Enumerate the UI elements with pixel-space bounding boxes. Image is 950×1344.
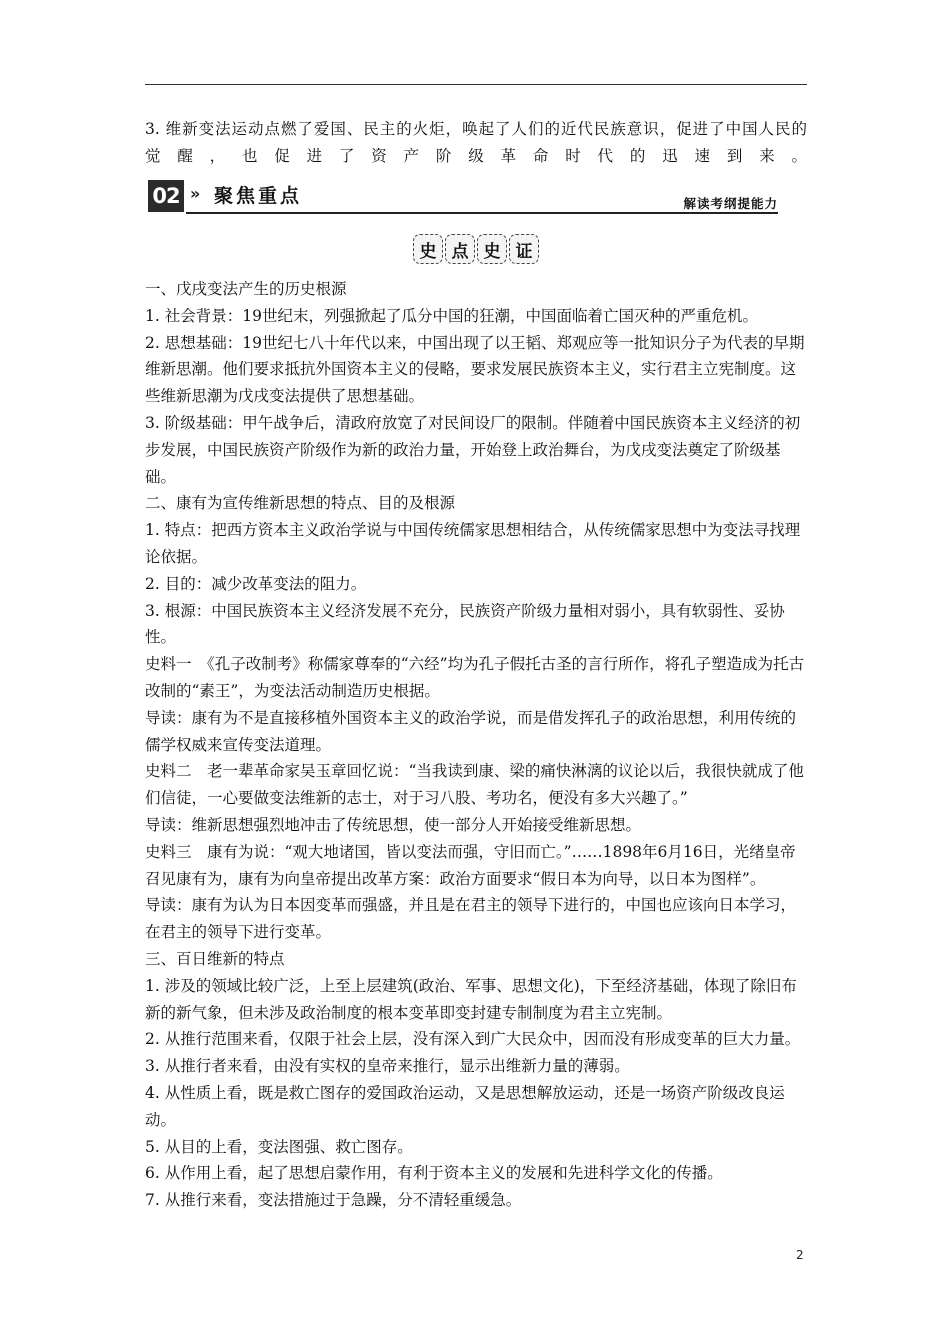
- page-number: 2: [796, 1248, 804, 1262]
- double-chevron-icon: »: [190, 184, 201, 203]
- paragraph: 1. 特点：把西方资本主义政治学说与中国传统儒家思想相结合，从传统儒家思想中为变法寻找理论依据。: [145, 521, 801, 566]
- source-material-2: 史料二 老一辈革命家吴玉章回忆说：“当我读到康、梁的痛快淋漓的议论以后，我很快就成了他们信徒，一心要做变法维新的志士，对于习八股、考功名，便没有多大兴趣了。”: [145, 762, 804, 808]
- paragraph: 2. 目的：减少改革变法的阻力。: [145, 574, 367, 593]
- section-title: 聚焦重点: [214, 185, 303, 207]
- paragraph: 2. 思想基础：19世纪七八十年代以来，中国出现了以王韬、郑观应等一批知识分子为代表的早期维新思潮。他们要求抵抗外国资本主义的侵略，要求发展民族资本主义，实行君主立宪制度。这些维新思潮为戊戌变法提供了思想基础。: [145, 333, 805, 406]
- paragraph: 1. 社会背景：19世纪末，列强掀起了瓜分中国的狂潮，中国面临着亡国灭种的严重危机。: [145, 306, 758, 325]
- body-text: [145, 276, 807, 1214]
- paragraph: 3. 根源：中国民族资本主义经济发展不充分，民族资产阶级力量相对弱小，具有软弱性、妥协性。: [145, 601, 785, 647]
- paragraph: 4. 从性质上看，既是救亡图存的爱国政治运动，又是思想解放运动，还是一场资产阶级改良运动。: [145, 1083, 785, 1129]
- source-material-3: 史料三 康有为说：“观大地诸国，皆以变法而强，守旧而亡。”……1898年6月16日，光绪皇帝召见康有为，康有为向皇帝提出改革方案：政治方面要求“假日本为向导，以日本为图样”。: [145, 842, 796, 888]
- source-material-1: 史料一 《孔子改制考》称儒家尊奉的“六经”均为孔子假托古圣的言行所作，将孔子塑造成为托古改制的“素王”，为变法活动制造历史根据。: [145, 655, 805, 700]
- badge-char: 史: [477, 234, 507, 264]
- section-banner: [148, 180, 778, 214]
- history-evidence-badge: [413, 229, 539, 269]
- reading-guide-2: 导读：维新思想强烈地冲击了传统思想，使一部分人开始接受维新思想。: [145, 815, 642, 834]
- reading-guide-1: 导读：康有为不是直接移植外国资本主义的政治学说，而是借发挥孔子的政治思想，利用传统的儒学权威来宣传变法道理。: [145, 708, 797, 754]
- badge-char: 点: [445, 234, 475, 264]
- paragraph: 1. 涉及的领域比较广泛，上至上层建筑(政治、军事、思想文化)，下至经济基础，体现了除旧布新的新气象，但未涉及政治制度的根本变革即变封建专制制度为君主立宪制。: [145, 976, 797, 1022]
- heading-origins: 一、戊戌变法产生的历史根源: [145, 280, 347, 298]
- paragraph: 2. 从推行范围来看，仅限于社会上层，没有深入到广大民众中，因而没有形成变革的巨大力量。: [145, 1030, 801, 1049]
- paragraph: 5. 从目的上看，变法图强、救亡图存。: [145, 1137, 413, 1156]
- badge-char: 史: [413, 234, 443, 264]
- intro-line-2: 觉醒，也促进了资产阶级革命时代的迅速到来。: [145, 147, 807, 165]
- intro-line-1: 3. 维新变法运动点燃了爱国、民主的火炬，唤起了人们的近代民族意识，促进了中国人民的: [145, 120, 807, 138]
- section-rule: [186, 212, 778, 214]
- badge-char: 证: [509, 234, 539, 264]
- reading-guide-3: 导读：康有为认为日本因变革而强盛，并且是在君主的领导下进行的，中国也应该向日本学习，在君主的领导下进行变革。: [145, 896, 797, 942]
- paragraph: 3. 从推行者来看，由没有实权的皇帝来推行，显示出维新力量的薄弱。: [145, 1057, 630, 1076]
- section-number: 02: [148, 180, 184, 212]
- paragraph: 7. 从推行来看，变法措施过于急躁，分不清轻重缓急。: [145, 1191, 522, 1210]
- heading-hundred-days: 三、百日维新的特点: [145, 949, 285, 968]
- header-rule: [145, 84, 807, 85]
- paragraph: 6. 从作用上看，起了思想启蒙作用，有利于资本主义的发展和先进科学文化的传播。: [145, 1164, 723, 1183]
- heading-kang-youwei: 二、康有为宣传维新思想的特点、目的及根源: [145, 494, 456, 513]
- intro-paragraph: [145, 116, 807, 170]
- section-subtitle: 解读考纲提能力: [683, 196, 778, 211]
- paragraph: 3. 阶级基础：甲午战争后，清政府放宽了对民间设厂的限制。伴随着中国民族资本主义经济的初步发展，中国民族资产阶级作为新的政治力量，开始登上政治舞台，为戊戌变法奠定了阶级基础。: [145, 413, 801, 486]
